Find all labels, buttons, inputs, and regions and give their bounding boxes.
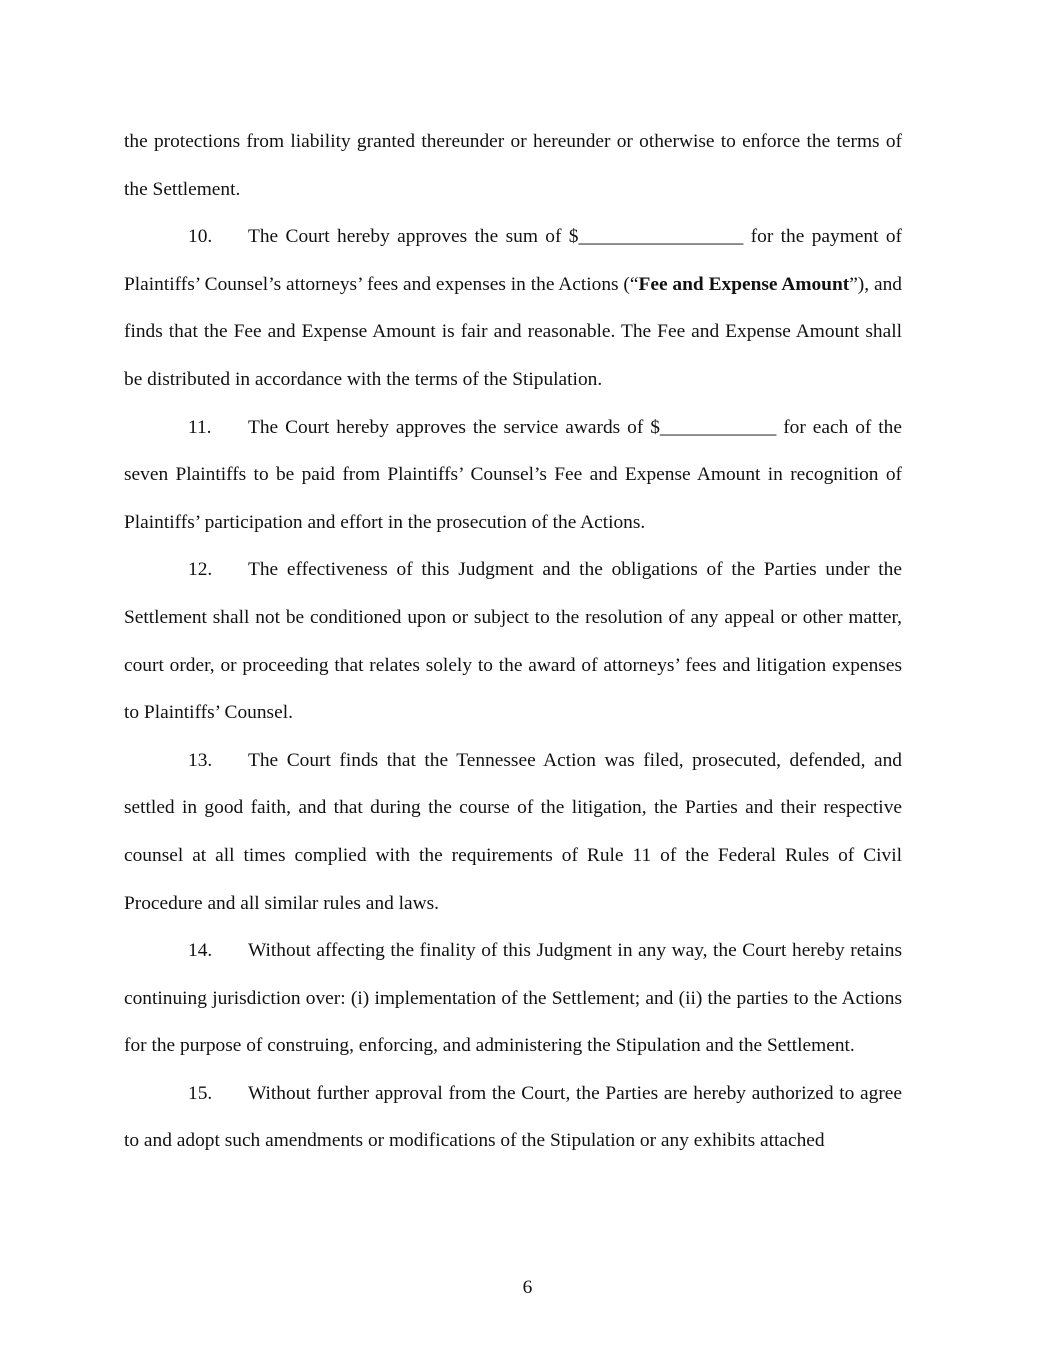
paragraph-text: The Court hereby approves the sum of $_________________ for the payment of Plaintiffs’ Counsel’s attorneys’ fees and expenses in the Actions (“ [124,226,902,295]
paragraph-text: ”), and finds that the Fee and Expense Amount is fair and reasonable. The Fee and Expense Amount shall be distributed in accordance with the terms of the Stipulation. [124,273,902,390]
paragraph-12 [124,546,902,736]
paragraph-number: 12. [188,559,213,581]
paragraph-number: 13. [188,749,213,771]
paragraph-text: Without further approval from the Court, the Parties are hereby authorized to agree to and adopt such amendments or modifications of the Stipulation or any exhibits attached [124,1082,902,1152]
paragraph-11 [124,404,902,547]
paragraph-15 [124,1070,902,1165]
paragraph-text: The Court hereby approves the service awards of $____________ for each of the seven Plaintiffs to be paid from Plaintiffs’ Counsel’s Fee and Expense Amount in recognition of Plaintiffs’ participation and effort in the prosecution of the Actions. [124,416,902,533]
paragraph-text: The effectiveness of this Judgment and the obligations of the Parties under the Settlement shall not be conditioned upon or subject to the resolution of any appeal or other matter, court order, or proceeding that relates solely to the award of attorneys’ fees and litigation expenses to Plaintiffs’ Counsel. [124,559,902,724]
paragraph-number: 15. [188,1082,213,1104]
document-body [124,118,902,1165]
continuation-paragraph: the protections from liability granted thereunder or hereunder or otherwise to enforce the terms of the Settlement. [124,131,902,200]
paragraph-text: Without affecting the finality of this Judgment in any way, the Court hereby retains continuing jurisdiction over: (i) implementation of the Settlement; and (ii) the parties to the Actions for the purpose of construing, enforcing, and administering the Stipulation and the Settlement. [124,940,902,1057]
paragraph-number: 14. [188,940,213,962]
defined-term: Fee and Expense Amount [638,273,850,295]
paragraph-number: 11. [188,416,212,438]
paragraph-number: 10. [188,226,213,248]
paragraph-13 [124,737,902,927]
paragraph-10 [124,213,902,403]
page-number: 6 [522,1277,533,1298]
paragraph-text: The Court finds that the Tennessee Action was filed, prosecuted, defended, and settled in good faith, and that during the course of the litigation, the Parties and their respective counsel at all times complied with the requirements of Rule 11 of the Federal Rules of Civil Procedure and all similar rules and laws. [124,749,902,914]
paragraph-14 [124,927,902,1070]
